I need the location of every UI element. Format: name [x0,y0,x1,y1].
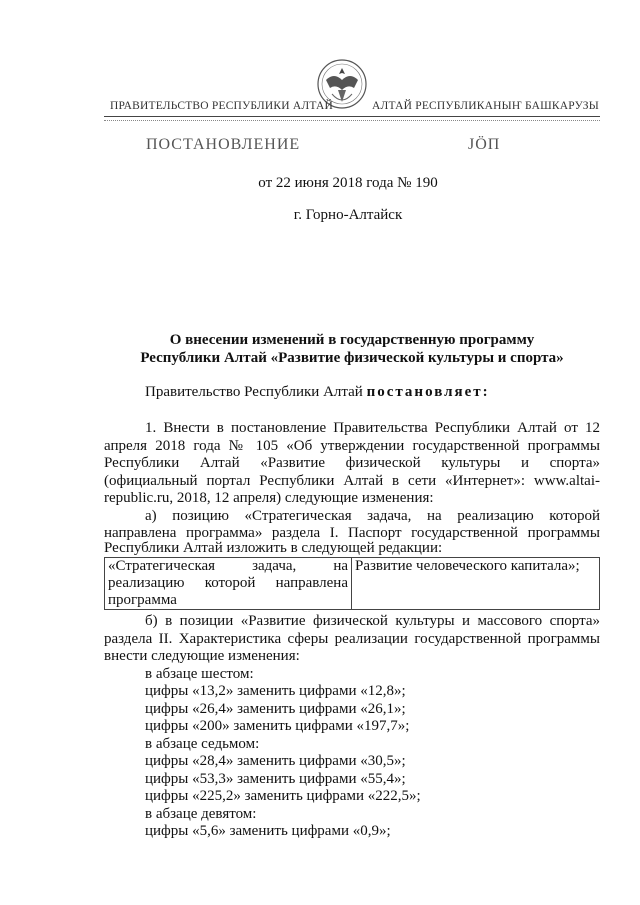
header-rule-dotted [104,120,600,121]
government-name-russian: ПРАВИТЕЛЬСТВО РЕСПУБЛИКИ АЛТАЙ [110,100,334,112]
cell-line: реализацию которой направлена [108,575,348,591]
document-city: г. Горно-Алтайск [293,207,403,223]
list-item: цифры «200» заменить цифрами «197,7»; [145,718,410,734]
title-line: Республики Алтай «Развитие физической культуры и спорта» [140,350,564,366]
paragraph-line: (официальный портал Республики Алтай в сети «Интернет»: www.altai- [104,472,600,489]
list-item: в абзаце шестом: [145,665,254,682]
list-item: цифры «26,4» заменить цифрами «26,1»; [145,700,406,717]
paragraph-line: раздела II. Характеристика сферы реализации государственной программы [104,630,600,647]
list-item: цифры «225,2» заменить цифрами «222,5»; [145,788,421,804]
table-cell-right: Развитие человеческого капитала»; [352,558,600,610]
paragraph-line: б) в позиции «Развитие физической культуры и массового спорта» [145,613,600,629]
intro-paragraph [145,384,490,402]
document-title [104,331,600,367]
insertion-table [104,557,600,610]
title-line: О внесении изменений в государственную программу [169,332,535,348]
government-name-altai: АЛТАЙ РЕСПУБЛИКАНЫҤ БАШКАРУЗЫ [372,100,599,112]
paragraph-line: внести следующие изменения: [104,648,300,664]
table-row [105,558,600,610]
list-item: цифры «13,2» заменить цифрами «12,8»; [145,683,406,699]
list-item: цифры «28,4» заменить цифрами «30,5»; [145,753,406,769]
paragraph-line: Республики Алтай изложить в следующей редакции: [104,540,443,556]
paragraph-line: а) позицию «Стратегическая задача, на реализацию которой [145,507,600,524]
doc-type-russian: ПОСТАНОВЛЕНИЕ [146,136,301,153]
list-item: в абзаце седьмом: [145,735,260,752]
list-item: цифры «53,3» заменить цифрами «55,4»; [145,770,406,787]
list-item: цифры «5,6» заменить цифрами «0,9»; [145,823,391,839]
paragraph-line: 1. Внести в постановление Правительства Республики Алтай от 12 [145,420,600,436]
paragraph-line: направлена программа» раздела I. Паспорт государственной программы [104,525,600,541]
intro-text: Правительство Республики Алтай [145,384,367,400]
paragraph-line: Республики Алтай «Развитие физической культуры и спорта» [104,455,600,471]
table-cell-left [105,558,352,610]
document-date: от 22 июня 2018 года № 190 [258,175,438,191]
list-item: в абзаце девятом: [145,805,257,822]
paragraph-line: апреля 2018 года № 105 «Об утверждении государственной программы [104,437,600,454]
cell-line: программа [108,592,177,608]
cell-line: «Стратегическая задача, на [108,558,348,574]
paragraph-line: republic.ru, 2018, 12 апреля) следующие изменения: [104,490,434,506]
header-rule [104,116,600,117]
decree-word: постановляет: [366,384,490,400]
doc-type-altai: ЈӦП [468,136,501,153]
